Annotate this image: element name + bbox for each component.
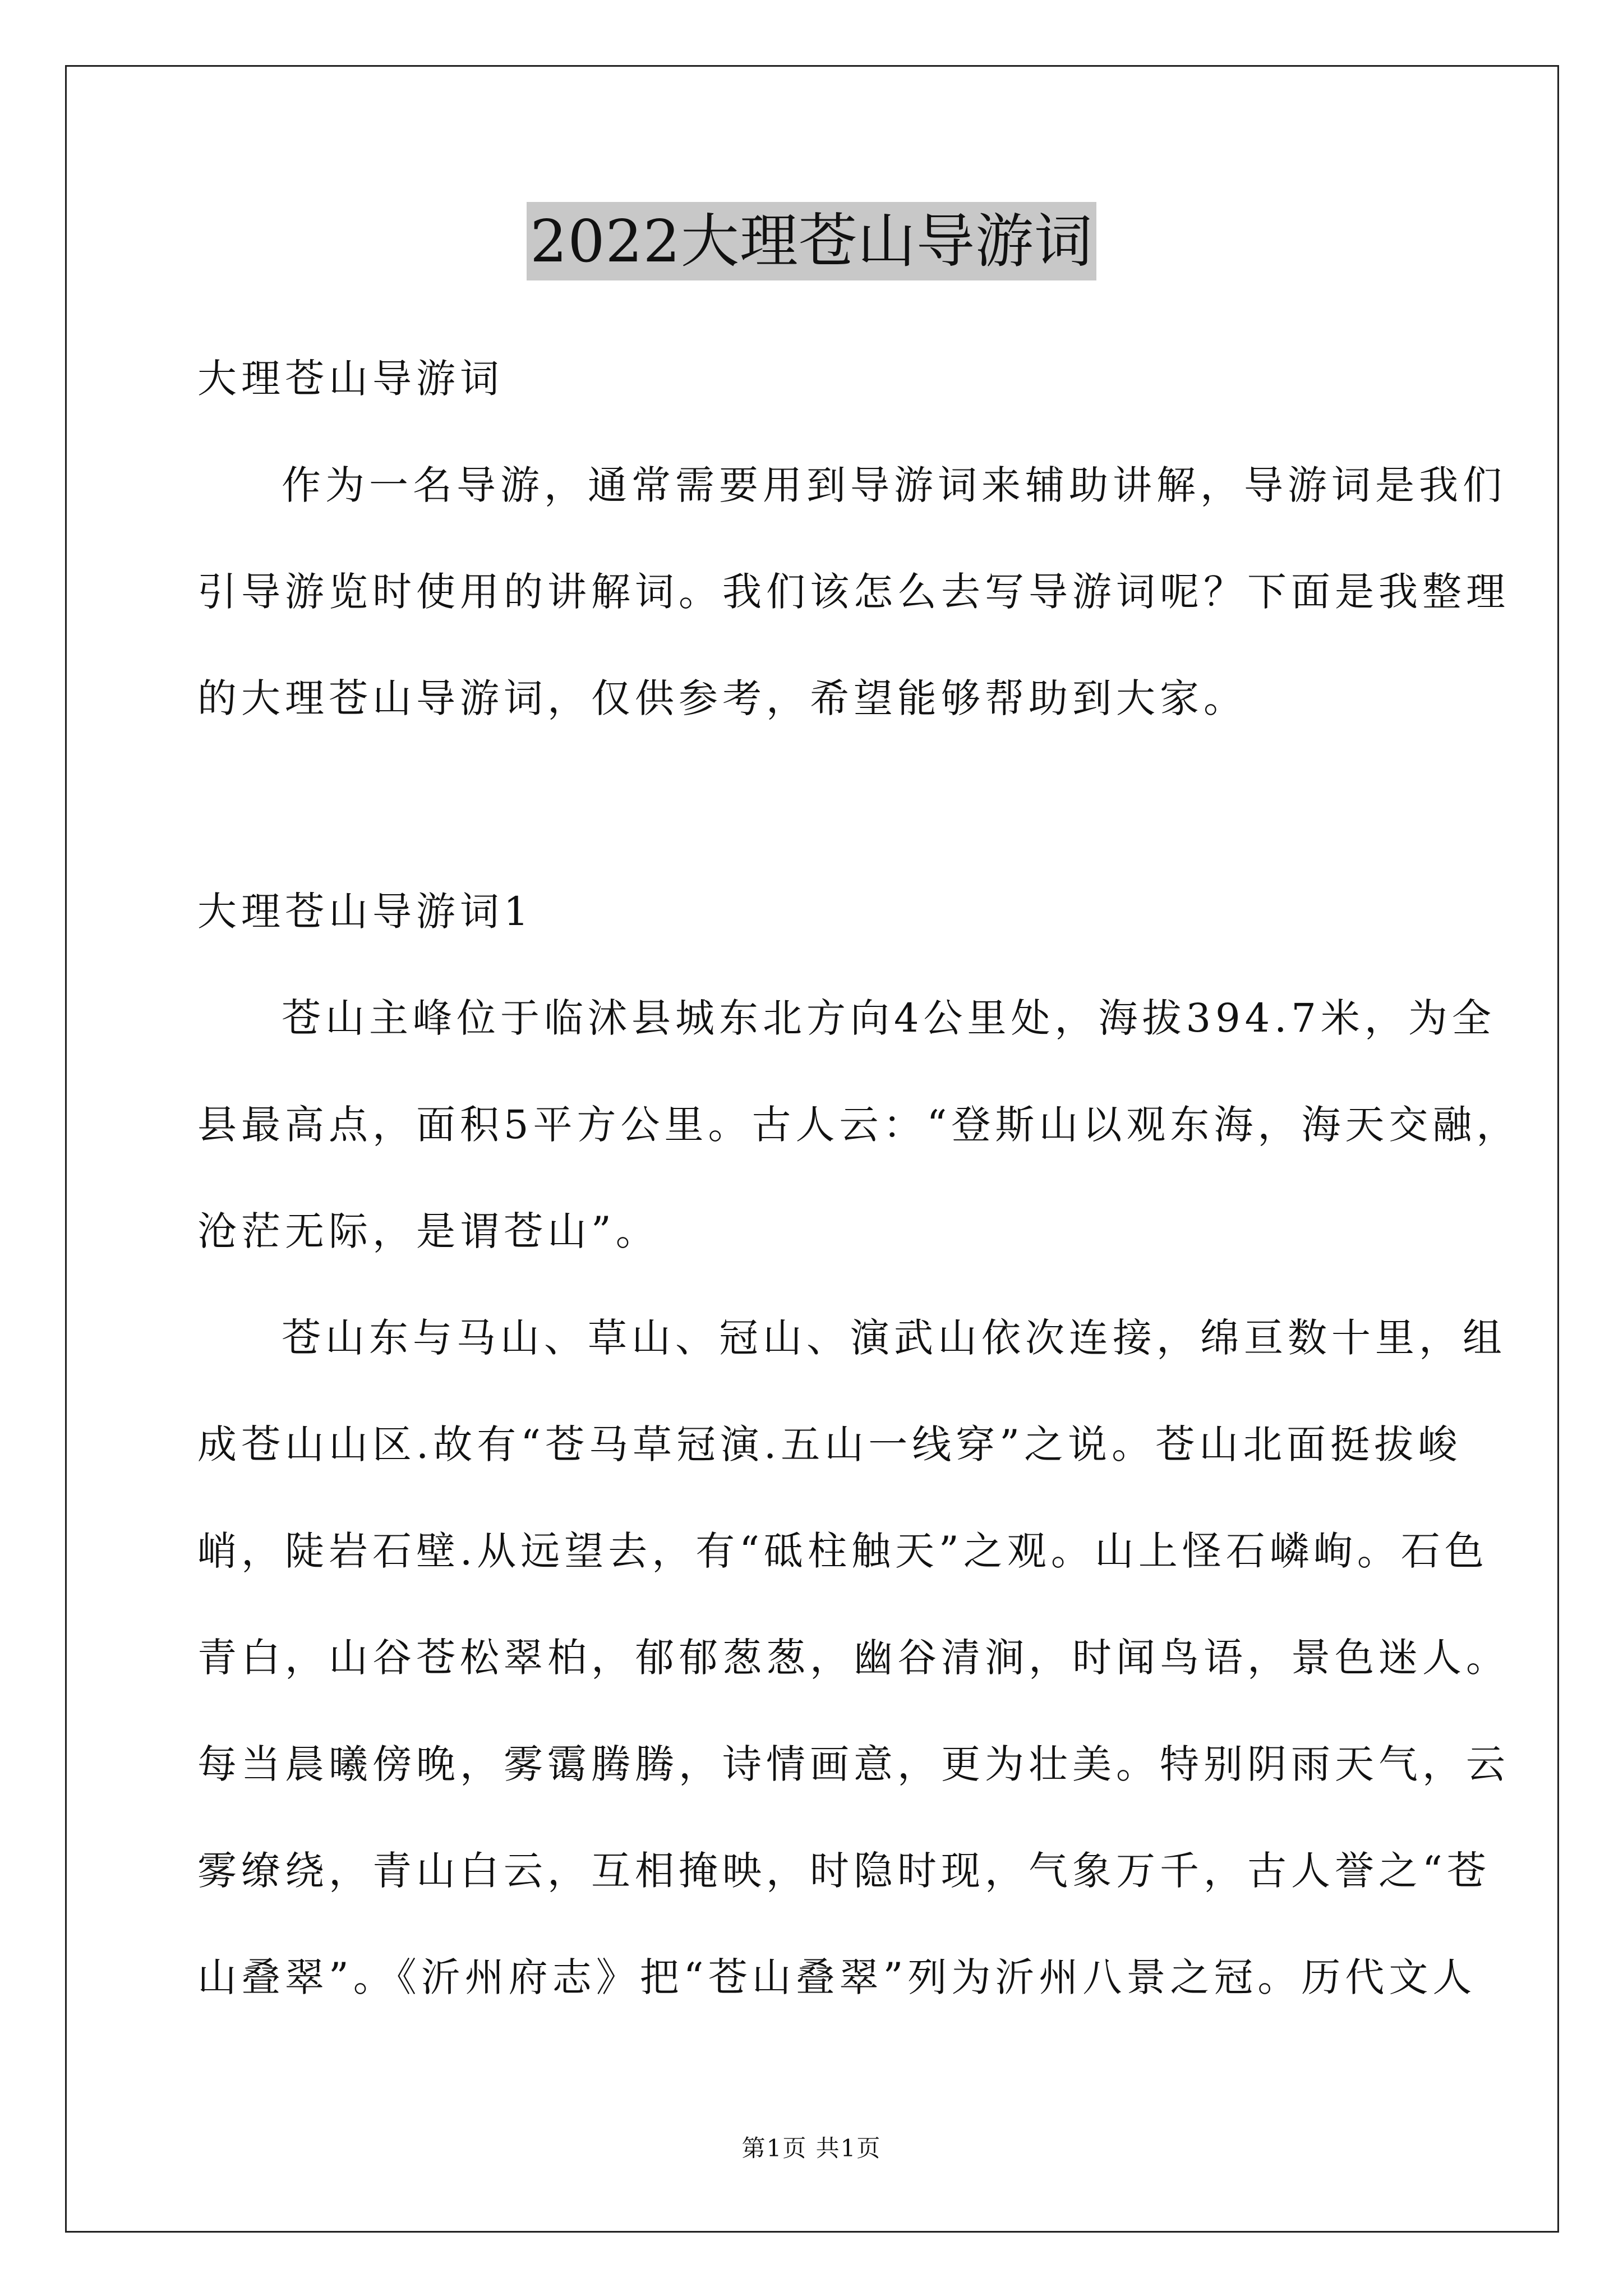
intro-line: 的大理苍山导游词，仅供参考，希望能够帮助到大家。 [197, 675, 1247, 721]
paragraph-line: 峭，陡岩石壁.从远望去，有“砥柱触天”之观。山上怪石嶙峋。石色 [197, 1528, 1488, 1574]
paragraph-line: 沧茫无际，是谓苍山”。 [197, 1208, 660, 1254]
intro-heading: 大理苍山导游词 [197, 356, 504, 402]
paragraph-line: 苍山主峰位于临沭县城东北方向4公里处，海拔394.7米，为全 [282, 995, 1496, 1041]
title-container [0, 202, 1623, 280]
section1-heading: 大理苍山导游词1 [197, 889, 533, 935]
intro-line: 引导游览时使用的讲解词。我们该怎么去写导游词呢？下面是我整理 [197, 569, 1510, 615]
paragraph-line: 雾缭绕，青山白云，互相掩映，时隐时现，气象万千，古人誉之“苍 [197, 1848, 1491, 1894]
intro-line: 作为一名导游，通常需要用到导游词来辅助讲解，导游词是我们 [282, 462, 1506, 508]
paragraph-line: 青白，山谷苍松翠柏，郁郁葱葱，幽谷清涧，时闻鸟语，景色迷人。 [197, 1635, 1510, 1681]
paragraph-line: 苍山东与马山、草山、冠山、演武山依次连接，绵亘数十里，组 [282, 1315, 1506, 1361]
paragraph-line: 每当晨曦傍晚，雾霭腾腾，诗情画意，更为壮美。特别阴雨天气，云 [197, 1741, 1510, 1787]
paragraph-line: 山叠翠”。《沂州府志》把“苍山叠翠”列为沂州八景之冠。历代文人 [197, 1954, 1477, 2000]
paragraph-line: 成苍山山区.故有“苍马草冠演.五山一线穿”之说。苍山北面挺拔峻 [197, 1421, 1462, 1467]
page-footer: 第1页 共1页 [741, 2134, 882, 2162]
paragraph-line: 县最高点，面积5平方公里。古人云：“登斯山以观东海，海天交融， [197, 1102, 1520, 1148]
document-title: 2022大理苍山导游词 [527, 202, 1096, 280]
